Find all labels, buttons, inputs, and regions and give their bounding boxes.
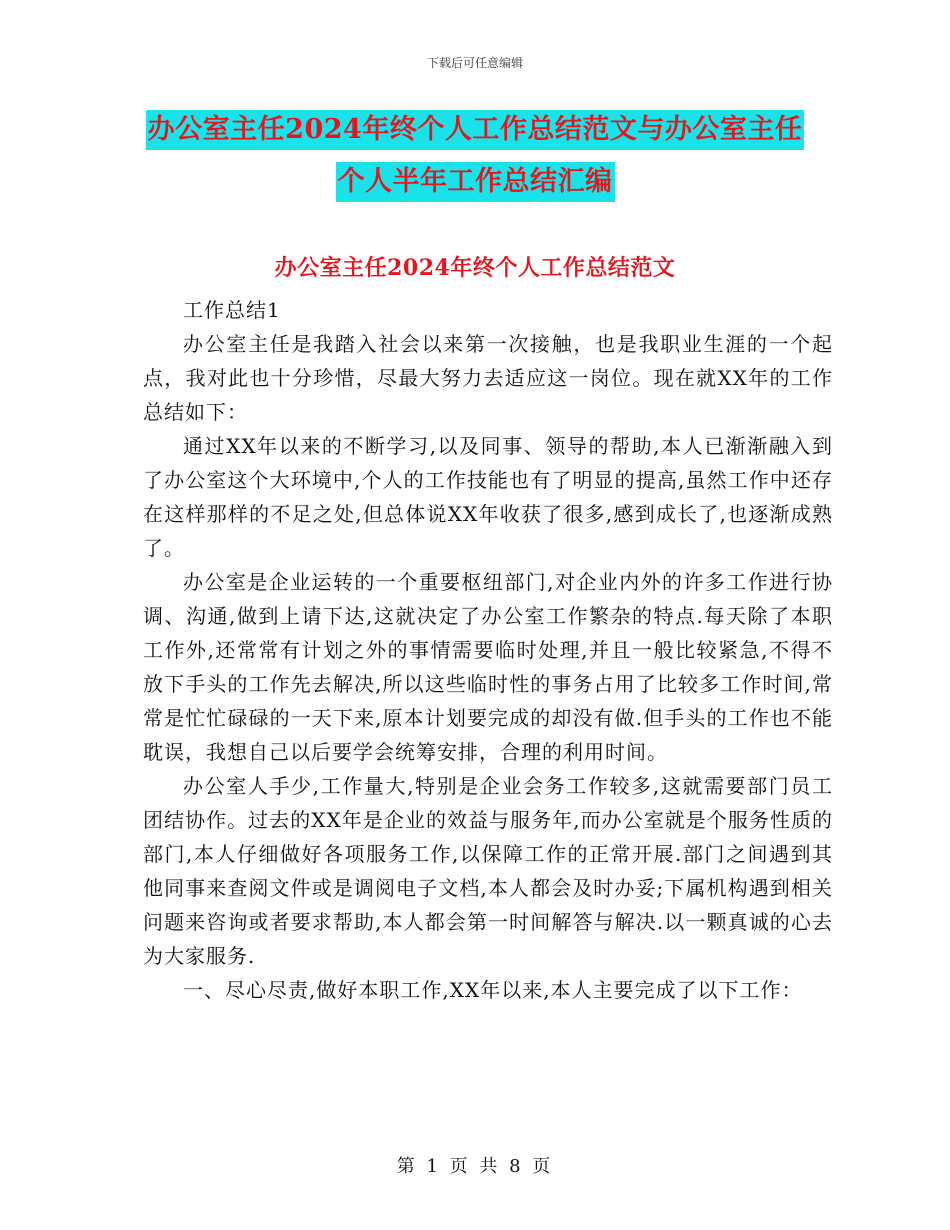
paragraph: 办公室是企业运转的一个重要枢纽部门,对企业内外的许多工作进行协调、沟通,做到上请下达,这就决定了办公室工作繁杂的特点.每天除了本职工作外,还常常有计划之外的事情需要临时处理,并且一般比较紧急,不得不放下手头的工作先去解决,所以这些临时性的事务占用了比较多工作时间,常常是忙忙碌碌的一天下来,原本计划要完成的却没有做.但手头的工作也不能耽误，我想自己以后要学会统筹安排，合理的利用时间。 <box>143 570 833 764</box>
section-title: 办公室主任2024年终个人工作总结范文 <box>274 255 676 281</box>
section-label: 工作总结1 <box>183 298 281 322</box>
page-footer: 第 1 页 共 8 页 <box>396 1156 554 1177</box>
main-title <box>0 110 950 202</box>
document-body <box>143 293 833 1007</box>
paragraph: 通过XX年以来的不断学习,以及同事、领导的帮助,本人已渐渐融入到了办公室这个大环境中,个人的工作技能也有了明显的提高,虽然工作中还存在这样那样的不足之处,但总体说XX年收获了很多,感到成长了,也逐渐成熟了。 <box>143 434 833 560</box>
main-title-line-1: 办公室主任2024年终个人工作总结范文与办公室主任 <box>146 110 805 150</box>
header-note: 下载后可任意编辑 <box>426 56 523 70</box>
main-title-line-2: 个人半年工作总结汇编 <box>336 162 615 202</box>
paragraph: 办公室人手少,工作量大,特别是企业会务工作较多,这就需要部门员工团结协作。过去的XX年是企业的效益与服务年,而办公室就是个服务性质的部门,本人仔细做好各项服务工作,以保障工作的正常开展.部门之间遇到其他同事来查阅文件或是调阅电子文档,本人都会及时办妥;下属机构遇到相关问题来咨询或者要求帮助,本人都会第一时间解答与解决.以一颗真诚的心去为大家服务. <box>143 774 833 968</box>
paragraph: 一、尽心尽责,做好本职工作,XX年以来,本人主要完成了以下工作： <box>183 978 803 1002</box>
paragraph: 办公室主任是我踏入社会以来第一次接触，也是我职业生涯的一个起点，我对此也十分珍惜，尽最大努力去适应这一岗位。现在就XX年的工作总结如下： <box>143 332 833 424</box>
